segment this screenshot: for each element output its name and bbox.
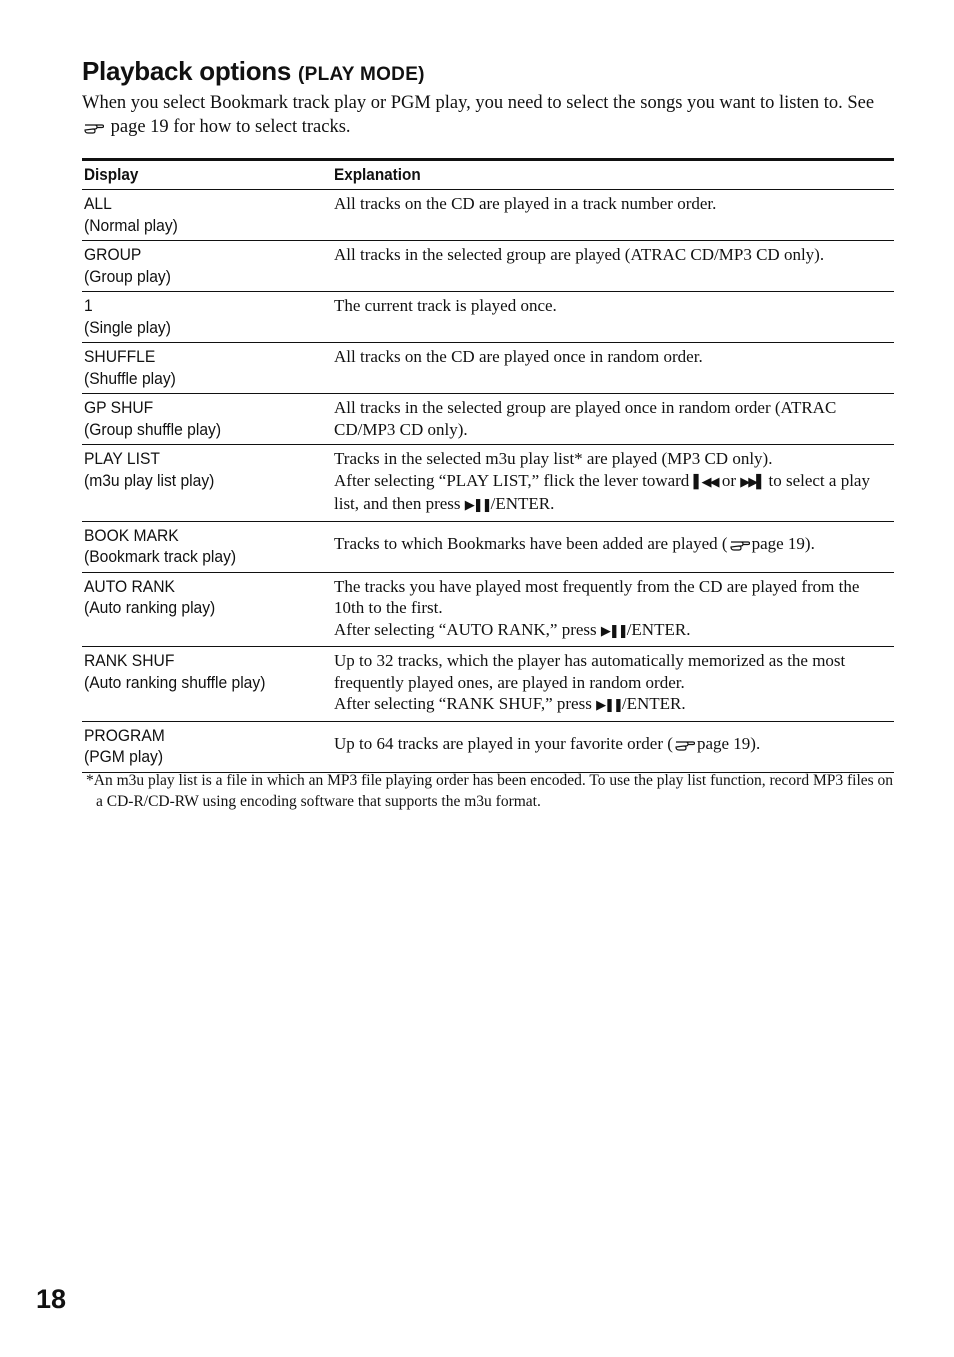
display-cell: PROGRAM (PGM play) bbox=[84, 725, 165, 766]
display-cell: GP SHUF (Group shuffle play) bbox=[84, 398, 222, 439]
explanation-cell: The current track is played once. bbox=[334, 296, 557, 315]
previous-track-icon: ▌◀◀ bbox=[693, 474, 718, 490]
display-cell: RANK SHUF (Auto ranking shuffle play) bbox=[84, 651, 266, 692]
display-cell: 1 (Single play) bbox=[84, 296, 171, 337]
display-cell: SHUFFLE (Shuffle play) bbox=[84, 347, 176, 388]
table-row bbox=[82, 292, 894, 343]
play-pause-icon: ▶❚❚ bbox=[596, 698, 622, 713]
next-track-icon: ▶▶▌ bbox=[740, 474, 765, 490]
table-row bbox=[82, 647, 894, 722]
table-row bbox=[82, 190, 894, 241]
play-mode-table bbox=[82, 158, 894, 773]
heading-title: Playback options bbox=[82, 56, 292, 86]
intro-text-2: page 19 for how to select tracks. bbox=[110, 117, 351, 137]
footnote: *An m3u play list is a file in which an MP3 file playing order has been encoded. To use the play list function, record MP3 files on a CD-R/CD-RW using encoding software that supports the m3u format. bbox=[86, 772, 894, 810]
pointing-hand-icon bbox=[730, 537, 750, 551]
explanation-cell: Tracks to which Bookmarks have been added are played ( page 19). bbox=[334, 533, 815, 553]
display-cell: GROUP (Group play) bbox=[84, 245, 171, 286]
explanation-cell: All tracks on the CD are played in a track number order. bbox=[334, 194, 717, 213]
explanation-cell: Up to 32 tracks, which the player has automatically memorized as the most frequently played ones, are played in random order. After selecting “RANK SHUF,” press ▶❚❚/ENTER. bbox=[334, 651, 846, 713]
explanation-cell: All tracks in the selected group are played once in random order (ATRAC CD/MP3 CD only). bbox=[334, 398, 837, 439]
intro-text-1: When you select Bookmark track play or PGM play, you need to select the songs you want to listen to. See bbox=[82, 93, 875, 113]
section-heading bbox=[82, 56, 425, 87]
table-row bbox=[82, 572, 894, 647]
play-pause-icon: ▶❚❚ bbox=[600, 623, 627, 639]
display-cell: ALL (Normal play) bbox=[84, 194, 178, 235]
table-row bbox=[82, 394, 894, 445]
table-row bbox=[82, 343, 894, 394]
explanation-cell: All tracks in the selected group are played (ATRAC CD/MP3 CD only). bbox=[334, 245, 825, 264]
play-pause-icon: ▶❚❚ bbox=[464, 498, 491, 513]
pointing-hand-icon bbox=[675, 737, 695, 751]
explanation-cell: All tracks on the CD are played once in random order. bbox=[334, 347, 703, 366]
page-number: 18 bbox=[36, 1284, 67, 1314]
header-explanation: Explanation bbox=[334, 165, 421, 184]
display-cell: AUTO RANK (Auto ranking play) bbox=[84, 576, 216, 617]
explanation-cell: The tracks you have played most frequently from the CD are played from the 10th to the first. After selecting “AUTO RANK,” press ▶❚❚/ENTER. bbox=[334, 576, 860, 639]
pointing-hand-icon bbox=[84, 120, 104, 134]
heading-subtitle: (PLAY MODE) bbox=[297, 64, 425, 85]
explanation-cell: Up to 64 tracks are played in your favorite order ( page 19). bbox=[334, 733, 761, 753]
display-cell: PLAY LIST (m3u play list play) bbox=[84, 449, 215, 490]
display-cell: BOOK MARK (Bookmark track play) bbox=[84, 525, 237, 566]
table-row bbox=[82, 721, 894, 772]
table-row bbox=[82, 521, 894, 572]
table-row bbox=[82, 241, 894, 292]
table-row bbox=[82, 445, 894, 522]
header-display: Display bbox=[84, 165, 139, 184]
explanation-cell: Tracks in the selected m3u play list* are played (MP3 CD only). After selecting “PLAY LIST,” flick the lever toward ▌◀◀ or ▶▶▌ to select a play list, and then press ▶❚❚/ENTER. bbox=[334, 449, 870, 513]
table-header-row bbox=[82, 160, 894, 190]
intro-paragraph bbox=[82, 91, 882, 139]
